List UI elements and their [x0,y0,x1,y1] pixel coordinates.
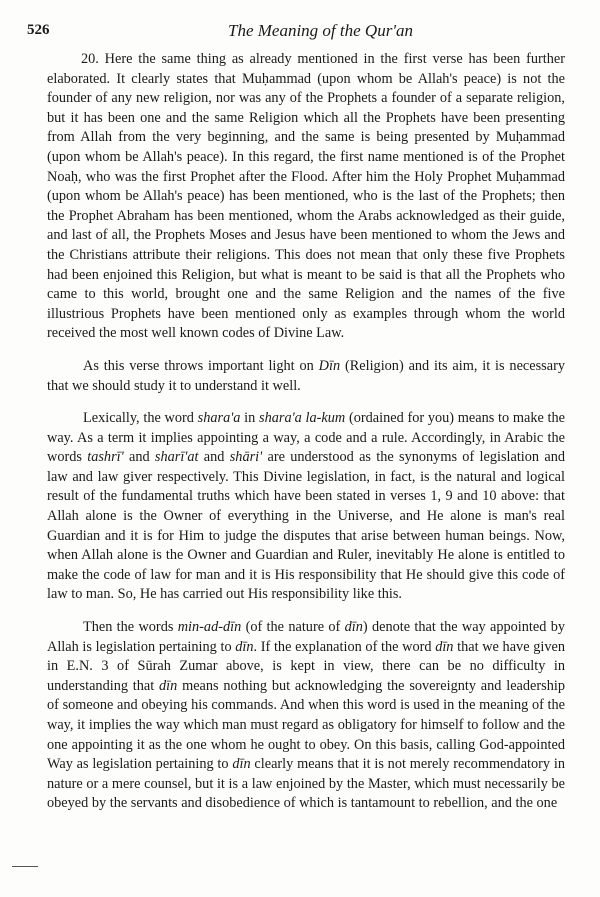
paragraph [47,50,565,344]
paragraph [47,618,565,814]
italic-term: Dīn [318,357,341,374]
paragraph [47,357,565,396]
text-run: clearly means that it is not merely recommendatory in nature or a mere counsel, but it is a law enjoined by the Master, which must necessarily be obeyed by the servants and disobedience of which is tantamount to rebellion, and the one [47,756,565,812]
text-run: that we have given in E.N. 3 of Sūrah Zumar above, is kept in view, there can be no difficulty in understanding that [47,638,565,694]
text-run: (ordained for you) means to make the way. As a term it implies appointing a way, a code and a rule. Accordingly, in Arabic the words [47,410,566,466]
italic-term: dīn [159,677,178,694]
text-run: in [240,410,260,427]
text-run: As this verse throws important light on [83,357,319,374]
page-number: 526 [27,22,50,38]
text-run: Lexically, the word [83,410,198,427]
body-text [47,50,565,827]
running-title: The Meaning of the Qur'an [228,21,413,40]
text-run: are understood as the synonyms of legislation and law and law giver respectively. This Divine legislation, in fact, is the natural and logical result of the fundamental truths which have been stated in verses 1, 9 and 10 above: that Allah alone is the Owner of everything in the Universe, and He alone is man's real Guardian and it is for Him to judge the disputes that arise between human beings. Now, when Allah alone is the Owner and Guardian and Ruler, inevitably He alone is entitled to make the code of law for man and it is His responsibility that He should give this code of law to man. So, He has carried out His responsibility like this. [47,449,566,603]
italic-term: shara'a la-kum [259,410,346,427]
italic-term: min-ad-dīn [177,619,242,636]
italic-term: dīn [232,756,251,773]
italic-term: tashrī' [87,449,124,466]
text-run: means nothing but acknowledging the sovereignty and leadership of someone and obeying his commands. And when this word is used in the meaning of the way, it implies the way which man must regard as obligatory for himself to follow and the one appointing it as the one whom he ought to obey. On this basis, calling God-appointed Way as legislation pertaining to [47,677,565,773]
italic-term: dīn [235,638,254,655]
italic-term: shāri' [229,449,263,466]
text-run: . If the explanation of the word [253,638,436,655]
italic-term: sharī'at [154,449,199,466]
paragraph [47,409,565,605]
italic-term: shara'a [197,410,241,427]
text-run: Then the words [83,619,178,636]
margin-mark [12,866,38,867]
italic-term: dīn [344,619,363,636]
text-run: 20. Here the same thing as already mentioned in the first verse has been further elaborated. It clearly states that Muḥammad (upon whom be Allah's peace) is not the founder of any new religion, nor was any of the Prophets a founder of a separate religion, but it has been one and the same Religion which all the Prophets have been presenting from Allah from the very beginning, and the same is being presented by Muḥammad (upon whom be Allah's peace). In this regard, the first name mentioned is of the Prophet Noaḥ, who was the first Prophet after the Flood. After him the Holy Prophet Muḥammad (upon whom be Allah's peace) has been mentioned, who is the last of the Prophets; then the Prophet Abraham has been mentioned, whom the Arabs acknowledged as their guide, and last of all, the Prophets Moses and Jesus have been mentioned to whom the Jews and the Christians attribute their religions. This does not mean that only these five Prophets had been enjoined this Religion, but what is meant to be said is that all the Prophets who came to this world, brought one and the same Religion and the names of the five illustrious Prophets have been mentioned only as examples through whom the world received the most well known codes of Divine Law. [47,51,565,342]
text-run: (Religion) and its aim, it is necessary that we should study it to understand it well. [47,357,566,394]
text-run: and [198,449,230,466]
text-run: ) denote that the way appointed by Allah is legislation pertaining to [47,619,566,655]
text-run: and [123,449,155,466]
text-run: (of the nature of [241,619,345,636]
italic-term: dīn [435,638,454,655]
